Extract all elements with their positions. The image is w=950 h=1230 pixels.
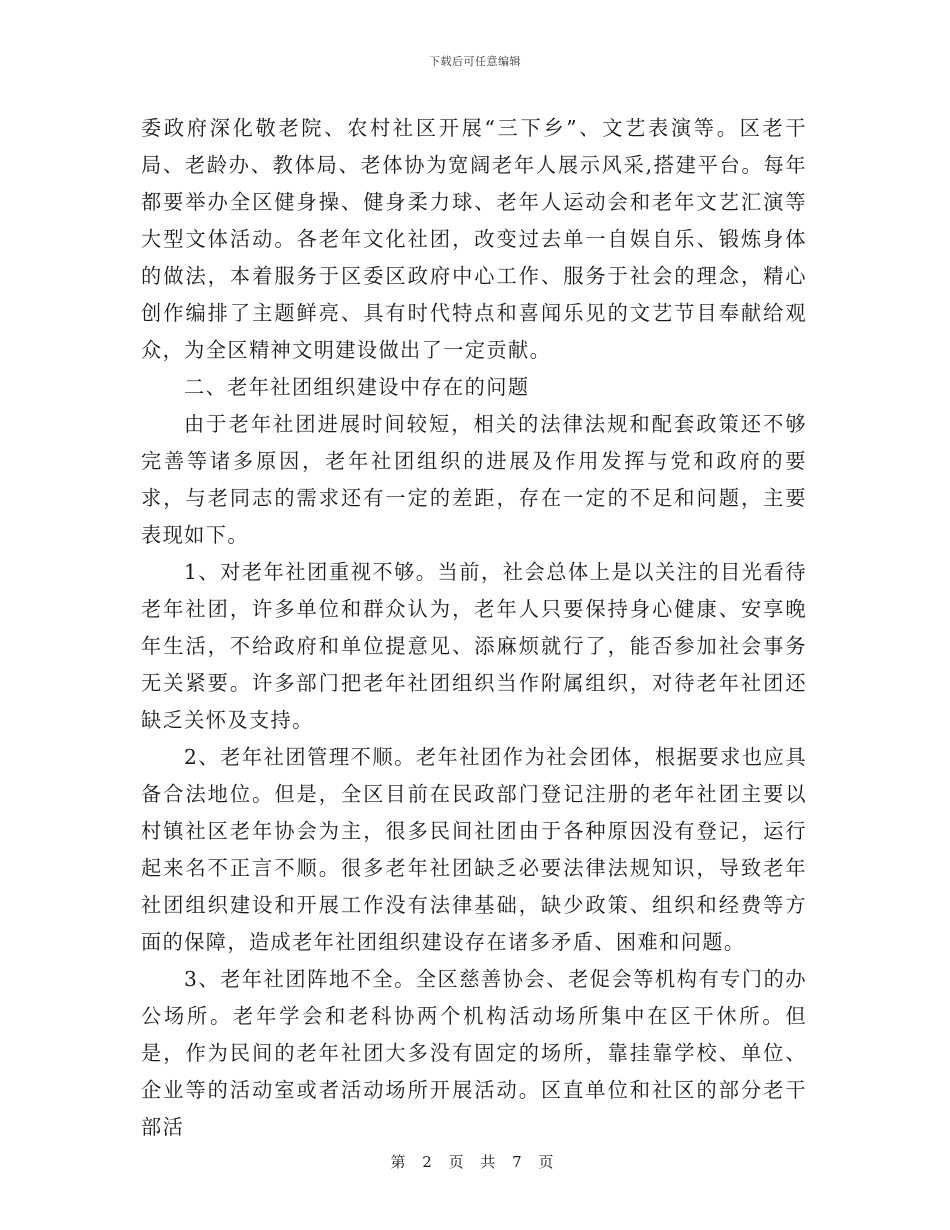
page-header: 下载后可任意编辑 [429, 55, 521, 68]
paragraph-item-1: 1、对老年社团重视不够。当前，社会总体上是以关注的目光看待老年社团，许多单位和群众认为，老年人只要保持身心健康、安享晚年生活，不给政府和单位提意见、添麻烦就行了，能否参加社会事务无关紧要。许多部门把老年社团组织当作附属组织，对待老年社团还缺乏关怀及支持。 [141, 560, 807, 732]
paragraph-item-2: 2、老年社团管理不顺。老年社团作为社会团体，根据要求也应具备合法地位。但是，全区目前在民政部门登记注册的老年社团主要以村镇社区老年协会为主，很多民间社团由于各种原因没有登记，运行起来名不正言不顺。很多老年社团缺乏必要法律法规知识，导致老年社团组织建设和开展工作没有法律基础，缺少政策、组织和经费等方面的保障，造成老年社团组织建设存在诸多矛盾、困难和问题。 [141, 745, 807, 954]
document-body [141, 110, 807, 1146]
paragraph-continuation: 委政府深化敬老院、农村社区开展“三下乡”、文艺表演等。区老干局、老龄办、教体局、老体协为宽阔老年人展示风采,搭建平台。每年都要举办全区健身操、健身柔力球、老年人运动会和老年文艺汇演等大型文体活动。各老年文化社团，改变过去单一自娱自乐、锻炼身体的做法，本着服务于区委区政府中心工作、服务于社会的理念，精心创作编排了主题鲜亮、具有时代特点和喜闻乐见的文艺节目奉献给观众，为全区精神文明建设做出了一定贡献。 [141, 116, 807, 362]
section-heading: 二、老年社团组织建设中存在的问题 [184, 375, 530, 399]
paragraph-item-3: 3、老年社团阵地不全。全区慈善协会、老促会等机构有专门的办公场所。老年学会和老科协两个机构活动场所集中在区干休所。但是，作为民间的老年社团大多没有固定的场所，靠挂靠学校、单位、企业等的活动室或者活动场所开展活动。区直单位和社区的部分老干部活 [141, 967, 807, 1139]
paragraph-intro: 由于老年社团进展时间较短，相关的法律法规和配套政策还不够完善等诸多原因，老年社团组织的进展及作用发挥与党和政府的要求，与老同志的需求还有一定的差距，存在一定的不足和问题，主要表现如下。 [141, 412, 807, 547]
page-footer: 第 2 页 共 7 页 [390, 1153, 560, 1171]
